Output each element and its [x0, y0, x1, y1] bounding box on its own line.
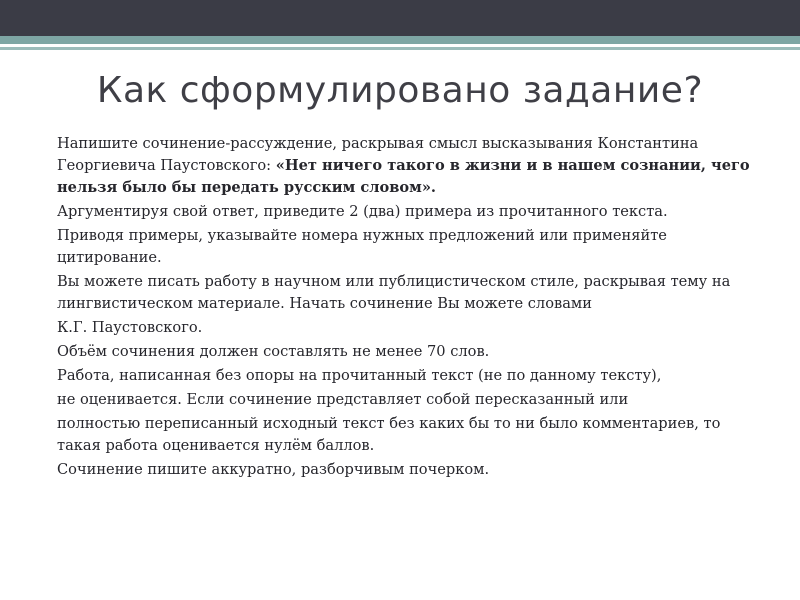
paragraph-handwriting: Сочинение пишите аккуратно, разборчивым почерком.	[57, 461, 490, 478]
paragraph-arguments: Аргументируя свой ответ, приведите 2 (два) примера из прочитанного текста.	[57, 203, 668, 220]
header-band	[0, 0, 800, 36]
header-accent-line	[0, 47, 800, 50]
paragraph-examples: Приводя примеры, указывайте номера нужных предложений или применяйте цитирование.	[57, 227, 667, 266]
paragraph-not-graded: не оценивается. Если сочинение представляет собой пересказанный или	[57, 391, 629, 408]
paragraph-style: Вы можете писать работу в научном или публицистическом стиле, раскрывая тему на лингвистическом материале. Начать сочинение Вы можете словами	[57, 273, 731, 312]
paragraph-zero-points: полностью переписанный исходный текст без каких бы то ни было комментариев, то такая работа оценивается нулём баллов.	[57, 415, 721, 454]
paragraph-no-support: Работа, написанная без опоры на прочитанный текст (не по данному тексту),	[57, 367, 662, 384]
header-accent-stripe	[0, 36, 800, 44]
slide-title: Как сформулировано задание?	[96, 70, 704, 111]
task-paragraph	[57, 133, 757, 199]
task-quote: «Нет ничего такого в жизни и в нашем сознании, чего нельзя было бы передать русским словом».	[57, 157, 750, 196]
paragraph-length: Объём сочинения должен составлять не менее 70 слов.	[57, 343, 490, 360]
task-intro: Напишите сочинение-рассуждение, раскрывая смысл высказывания Константина Георгиевича Паустовского:	[57, 135, 699, 174]
paragraph-author: К.Г. Паустовского.	[57, 319, 203, 336]
slide-body	[57, 133, 757, 483]
